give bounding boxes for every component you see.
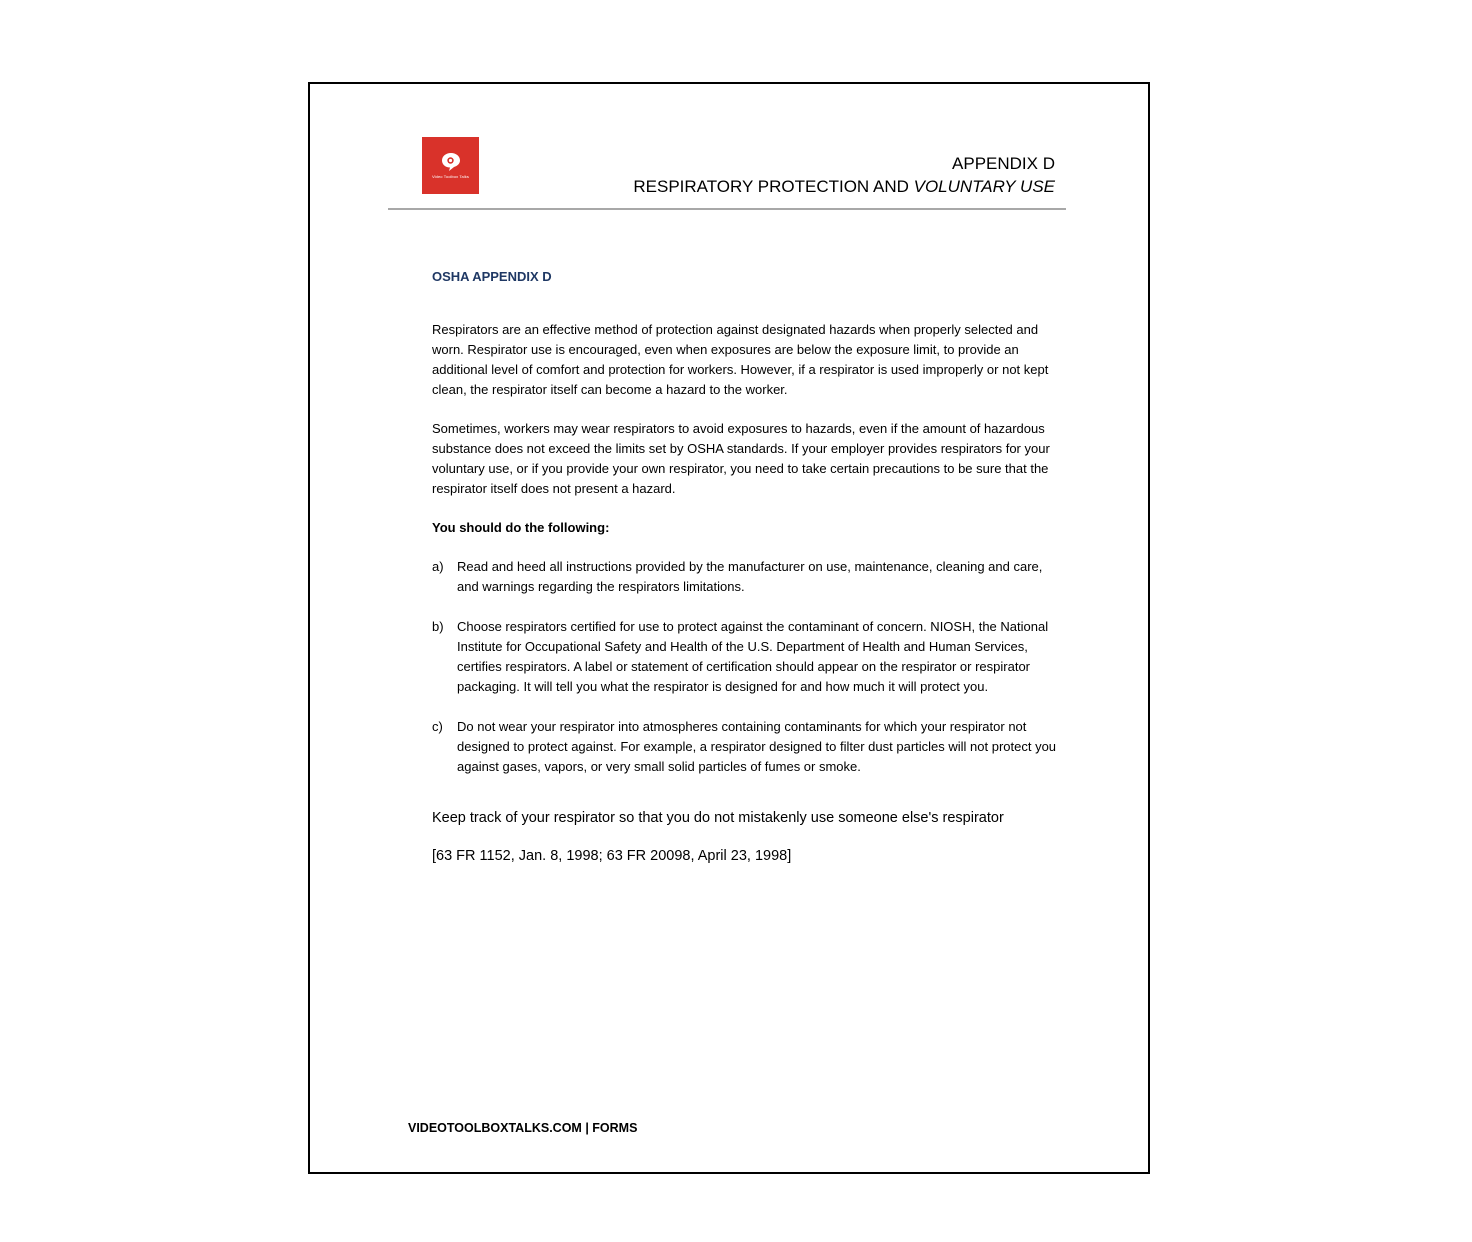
keep-track-note: Keep track of your respirator so that you do not mistakenly use someone else's respirator bbox=[432, 810, 1004, 826]
list-item bbox=[432, 617, 1057, 697]
document-body bbox=[432, 268, 1057, 866]
list-item bbox=[432, 557, 1057, 597]
list-marker: a) bbox=[432, 559, 444, 574]
document-page bbox=[308, 82, 1150, 1174]
section-title: OSHA APPENDIX D bbox=[432, 269, 552, 284]
list-marker: c) bbox=[432, 719, 443, 734]
list-item-text: Read and heed all instructions provided by the manufacturer on use, maintenance, cleaning and care, and warnings regarding the respirators limitations. bbox=[457, 559, 1043, 594]
list-item bbox=[432, 717, 1057, 777]
speech-bubble-icon bbox=[440, 152, 462, 172]
title-line-2 bbox=[633, 175, 1055, 198]
title-line-1: APPENDIX D bbox=[952, 154, 1055, 173]
list-marker: b) bbox=[432, 619, 444, 634]
document-title bbox=[633, 152, 1055, 198]
title-line-2-regular: RESPIRATORY PROTECTION AND bbox=[633, 177, 914, 196]
list-item-text: Do not wear your respirator into atmospheres containing contaminants for which your respirator not designed to protect against. For example, a respirator designed to filter dust particles will not protect you against gases, vapors, or very small solid particles of fumes or smoke. bbox=[457, 719, 1057, 774]
list-lead: You should do the following: bbox=[432, 520, 610, 535]
title-line-2-italic: VOLUNTARY USE bbox=[913, 177, 1055, 196]
paragraph: Respirators are an effective method of protection against designated hazards when properly selected and worn. Respirator use is encouraged, even when exposures are below the exposure limit, to provide an additional level of comfort and protection for workers. However, if a respirator is used improperly or not kept clean, the respirator itself can become a hazard to the worker. bbox=[432, 322, 1049, 397]
logo-text: Video Toolbox Talks bbox=[431, 174, 470, 179]
paragraph: Sometimes, workers may wear respirators to avoid exposures to hazards, even if the amount of hazardous substance does not exceed the limits set by OSHA standards. If your employer provides respirators for your voluntary use, or if you provide your own respirator, you need to take certain precautions to be sure that the respirator itself does not present a hazard. bbox=[432, 421, 1050, 496]
list-item-text: Choose respirators certified for use to protect against the contaminant of concern. NIOSH, the National Institute for Occupational Safety and Health of the U.S. Department of Health and Human Services, certifies respirators. A label or statement of certification should appear on the respirator or respirator packaging. It will tell you what the respirator is designed for and how much it will protect you. bbox=[457, 619, 1049, 694]
header-divider bbox=[388, 208, 1066, 210]
footer-text: VIDEOTOOLBOXTALKS.COM | FORMS bbox=[408, 1121, 638, 1135]
citation: [63 FR 1152, Jan. 8, 1998; 63 FR 20098, April 23, 1998] bbox=[432, 848, 792, 864]
company-logo bbox=[422, 137, 479, 194]
